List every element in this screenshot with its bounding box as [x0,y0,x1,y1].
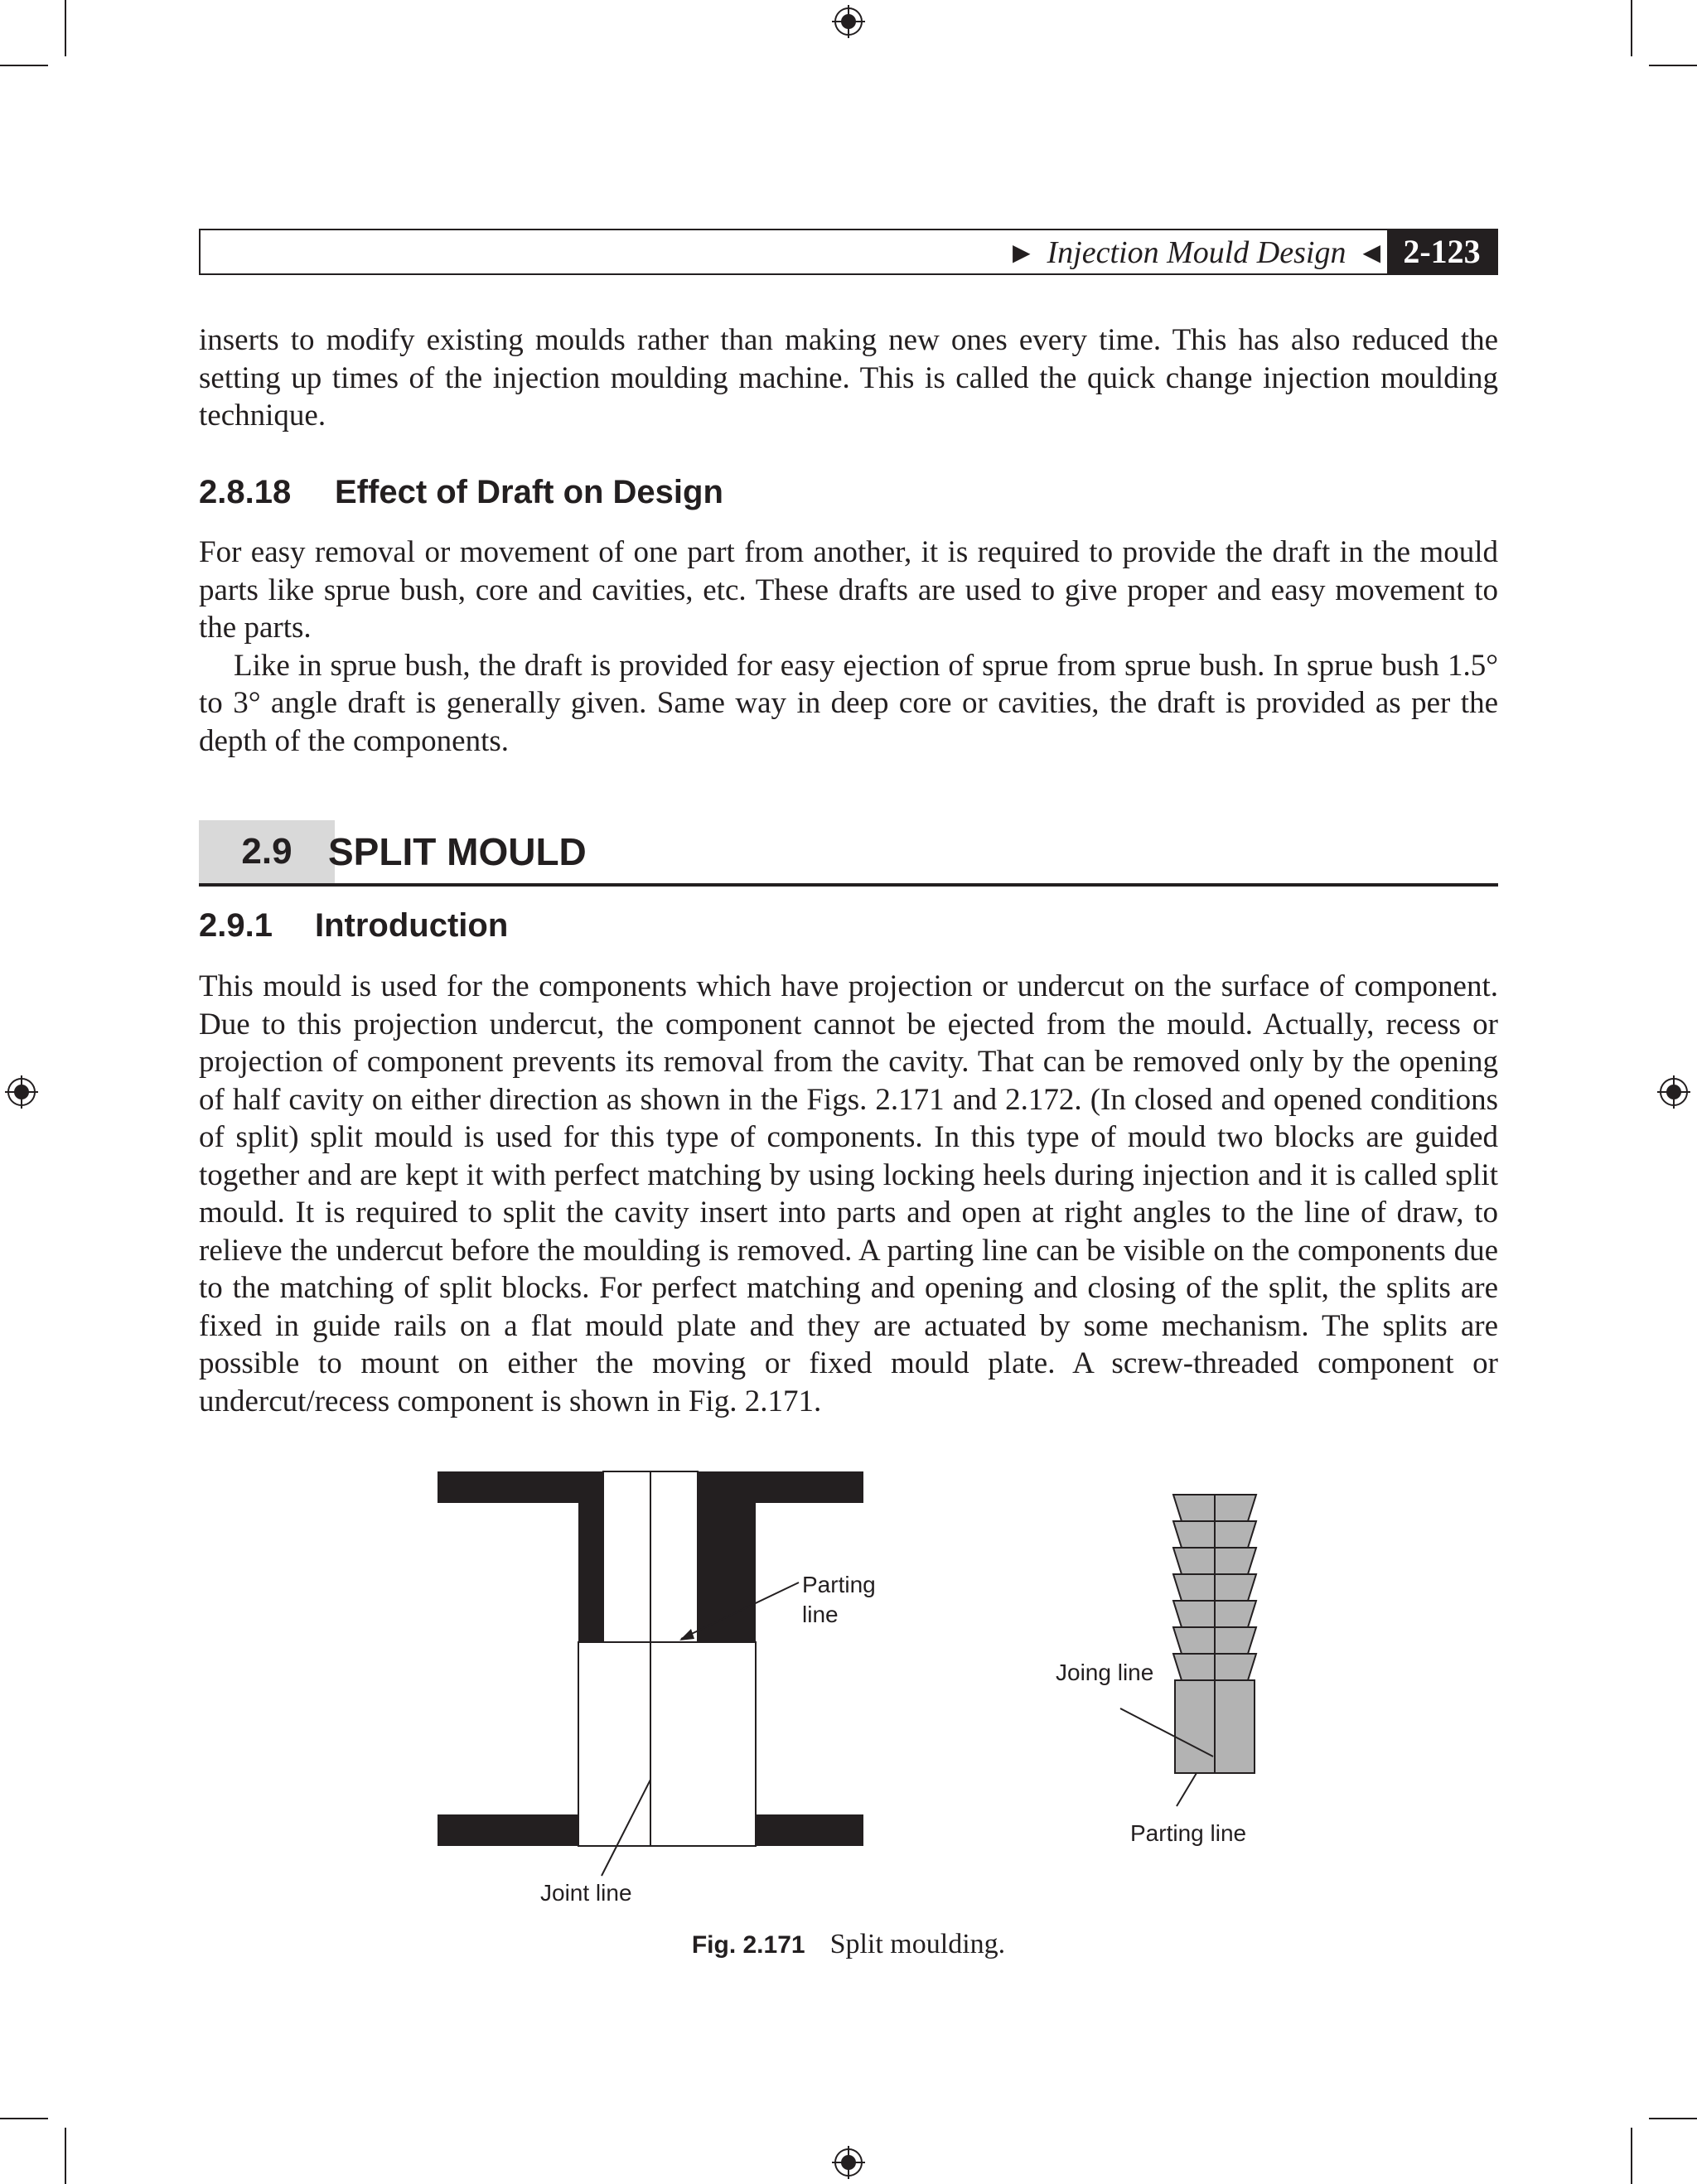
section-number: 2.9 [199,820,335,883]
heading-number: 2.8.18 [199,474,292,510]
label-line: line [802,1602,839,1627]
section-title: SPLIT MOULD [328,830,587,873]
label-parting: Parting [802,1572,876,1597]
parting-right-leader [1177,1773,1197,1806]
crop-mark-bottom-right-h [1649,2118,1697,2119]
figure-caption-text: Split moulding. [829,1929,1006,1959]
label-joing-line: Joing line [1056,1660,1154,1685]
crop-mark-bottom-left-v [65,2128,66,2184]
label-joint-line: Joint line [540,1880,632,1906]
paragraph: For easy removal or movement of one part from another, it is required to provide the draft in the mould parts like sprue bush, core and cavities, etc. These drafts are used to give proper and easy movement to the parts. [199,535,1498,645]
triangle-left-icon: ◀ [1362,240,1380,266]
heading-title: Effect of Draft on Design [335,474,723,510]
cavity-lower [578,1642,756,1846]
paragraph: Like in sprue bush, the draft is provided for easy ejection of sprue from sprue bush. In sprue bush 1.5° to 3° angle draft is generally given. Same way in deep core or cavities, the draft is provided as per the depth of the components. [199,648,1498,758]
label-parting-line: Parting line [1130,1820,1247,1846]
paragraph: This mould is used for the components which have projection or undercut on the surface of component. Due to this projection undercut, the component cannot be ejected from the mould. Actually, recess or projection of component prevents its removal from the cavity. That can be removed only by the opening of half cavity on either direction as shown in the Figs. 2.171 and 2.172. (In closed and opened conditions of split) split mould is used for this type of components. In this type of mould two blocks are guided together and are kept it with perfect matching by using locking heels during injection and it is called split mould. It is required to split the cavity insert into parts and open at right angles to the line of draw, to relieve the undercut before the moulding is removed. A parting line can be visible on the components due to the matching of split blocks. For perfect matching and opening and closing of the split, the splits are fixed in guide rails on a flat mould plate and they are actuated by some mechanism. The splits are possible to mount on either the moving or fixed mould plate. A screw-threaded component or undercut/recess component is shown in Fig. 2.171. [199,969,1498,1418]
heading-title: Introduction [315,907,509,944]
paragraph: inserts to modify existing moulds rather than making new ones every time. This has also reduced the setting up times of the injection moulding machine. This is called the quick change injection moulding technique. [199,323,1498,432]
running-title-text: Injection Mould Design [1047,235,1346,270]
crop-mark-bottom-right-v [1631,2128,1632,2184]
figure-caption [0,1929,1697,1960]
crop-mark-bottom-left-h [0,2118,48,2119]
figure-number: Fig. 2.171 [691,1931,805,1959]
registration-mark-icon [832,2146,865,2179]
heading-number: 2.9.1 [199,907,273,944]
triangle-right-icon: ▶ [1012,240,1031,266]
page-number: 2-123 [1387,230,1496,273]
